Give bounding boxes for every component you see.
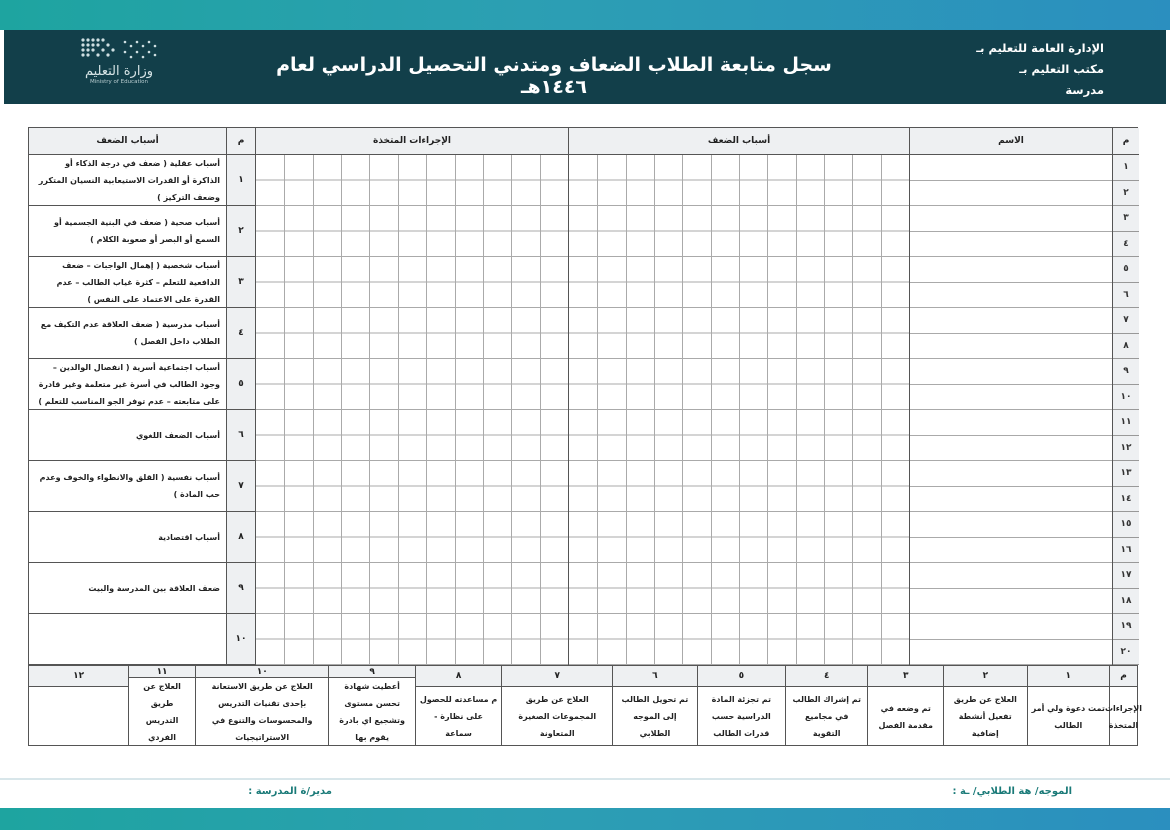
admin-line: الإدارة العامة للتعليم بـ (976, 41, 1104, 55)
legend-item-number: ٥ (698, 666, 785, 687)
student-number: ١١ (1113, 410, 1139, 436)
grid-line (767, 155, 768, 665)
cause-text: أسباب اقتصادية (29, 512, 226, 563)
student-number: ١٢ (1113, 436, 1139, 462)
weakness-reasons-header: أسباب الضعف (569, 128, 909, 155)
cause-number: ٣ (227, 257, 255, 308)
logo-english-text: Ministry of Education (89, 79, 148, 85)
counselor-signature-label: الموجه/ هة الطلابي/ ـة : (952, 786, 1072, 797)
student-number: ١ (1113, 155, 1139, 181)
student-number: ١٣ (1113, 461, 1139, 487)
cause-number: ٥ (227, 359, 255, 410)
student-name-cell[interactable] (910, 257, 1112, 283)
legend-item-text: العلاج عن طريق الاستعانة بإحدى تقنيات التدريس والمحسوسات والتنوع في الاستراتيجيات (211, 682, 313, 742)
grid-line (852, 155, 853, 665)
student-number: ٦ (1113, 283, 1139, 309)
student-number: ٨ (1113, 334, 1139, 360)
student-name-cell[interactable] (910, 232, 1112, 258)
grid-line (796, 155, 797, 665)
actions-taken-column (255, 128, 568, 665)
student-name-cell[interactable] (910, 436, 1112, 462)
office-line: مكتب التعليم بـ (1019, 62, 1104, 76)
legend-item (128, 666, 195, 746)
legend-item (867, 666, 943, 746)
student-number-column (1112, 128, 1139, 665)
cause-number-header: م (227, 128, 255, 155)
legend-num-label: م (1110, 666, 1137, 687)
legend-item-text: تمت دعوة ولي أمر الطالب (1031, 703, 1105, 730)
student-name-cell[interactable] (910, 640, 1112, 666)
student-number: ١٤ (1113, 487, 1139, 513)
legend-item-text: تم تجزئة المادة الدراسية حسب قدرات الطالب (711, 695, 772, 738)
student-number: ١٩ (1113, 614, 1139, 640)
follow-up-form (28, 127, 1143, 746)
grid-line (540, 155, 541, 665)
legend-item-number: ٦ (613, 666, 696, 687)
grid-line (654, 155, 655, 665)
grid-line (511, 155, 512, 665)
grid-line (626, 155, 627, 665)
legend-item (785, 666, 867, 746)
legend-item-text: تم إشراك الطالب في مجاميع التقوية (792, 695, 861, 738)
cause-number: ٨ (227, 512, 255, 563)
cause-text (29, 614, 226, 665)
student-number: ٧ (1113, 308, 1139, 334)
grid-line (824, 155, 825, 665)
student-number: ٢٠ (1113, 640, 1139, 666)
cause-text: أسباب نفسية ( القلق والانطواء والخوف وعدم حب المادة ) (29, 461, 226, 512)
grid-line (313, 155, 314, 665)
cause-text: أسباب مدرسية ( ضعف العلاقة عدم التكيف مع الطلاب داخل الفصل ) (29, 308, 226, 359)
student-number: ٣ (1113, 206, 1139, 232)
legend-item-number: ٢ (944, 666, 1026, 687)
student-number: ١٨ (1113, 589, 1139, 615)
legend-item-text: العلاج عن طريق المجموعات الصغيرة المتعاونة (518, 695, 597, 738)
signature-footer (30, 781, 1140, 807)
cause-number: ٦ (227, 410, 255, 461)
grid-line (597, 155, 598, 665)
legend-item (612, 666, 696, 746)
grid-line (369, 155, 370, 665)
logo-dots-icon (77, 36, 161, 62)
legend-item-text (29, 687, 128, 746)
grid-line (455, 155, 456, 665)
grid-line (881, 155, 882, 665)
legend-item-text: العلاج عن طريق تفعيل أنشطة إضافية (953, 695, 1017, 738)
grid-line (426, 155, 427, 665)
student-name-cell[interactable] (910, 334, 1112, 360)
weakness-grid-columns (569, 155, 909, 665)
student-name-cell[interactable] (910, 563, 1112, 589)
student-name-cell[interactable] (910, 487, 1112, 513)
school-line: مدرسة (1065, 83, 1104, 97)
cause-number-column (226, 128, 255, 665)
cause-text: أسباب عقلية ( ضعف في درجة الذكاء أو الذاكرة أو القدرات الاستيعابية النسيان المتكرر وضعف التركيز ) (29, 155, 226, 206)
legend-item-number: ٤ (786, 666, 867, 687)
student-name-cell[interactable] (910, 589, 1112, 615)
legend-item (328, 666, 414, 746)
weakness-reasons-column (568, 128, 909, 665)
student-number-header: م (1113, 128, 1139, 155)
cause-number: ١٠ (227, 614, 255, 665)
director-signature-label: مدير/ة المدرسة : (248, 786, 332, 797)
grid-line (711, 155, 712, 665)
bottom-accent-bar (0, 808, 1170, 830)
cause-number: ٧ (227, 461, 255, 512)
legend-item-number: ١ (1028, 666, 1109, 687)
student-name-column (909, 128, 1112, 665)
student-name-cell[interactable] (910, 538, 1112, 564)
grid-line (341, 155, 342, 665)
grid-line (398, 155, 399, 665)
legend-item-number: ١٠ (196, 666, 329, 678)
cause-number: ٤ (227, 308, 255, 359)
legend-item-number: ١١ (129, 666, 195, 678)
student-name-cell[interactable] (910, 308, 1112, 334)
student-name-cell[interactable] (910, 410, 1112, 436)
cause-text: أسباب صحية ( ضعف في البنية الجسمية أو السمع أو البصر أو صعوبة الكلام ) (29, 206, 226, 257)
legend-item-text: العلاج عن طريق التدريس الفردي (143, 682, 181, 742)
grid-line (739, 155, 740, 665)
legend-item-number: ٧ (502, 666, 612, 687)
legend-row-label: الإجراءات المتخذة (1104, 703, 1143, 730)
actions-legend (29, 665, 1143, 746)
legend-row-label-column (1104, 666, 1143, 746)
student-name-cell[interactable] (910, 461, 1112, 487)
legend-item-text: أعطيت شهادة تحسن مستوى وتشجيع اي بادرة يقوم بها (339, 682, 405, 742)
footer-divider (0, 778, 1170, 780)
causes-header: أسباب الضعف (29, 128, 226, 155)
student-name-cell[interactable] (910, 206, 1112, 232)
legend-item-text: م مساعدته للحصول على نظارة - سماعة (419, 695, 498, 738)
cause-number: ١ (227, 155, 255, 206)
legend-item-text: تم وضعه في مقدمة الفصل (878, 703, 933, 730)
legend-item-number: ٩ (329, 666, 414, 678)
legend-item (29, 666, 128, 746)
actions-taken-header: الإجراءات المتخذة (256, 128, 568, 155)
student-name-cell[interactable] (910, 614, 1112, 640)
student-number: ١٧ (1113, 563, 1139, 589)
logo-arabic-text: وزارة التعليم (84, 64, 154, 79)
student-name-header: الاسم (910, 128, 1112, 155)
student-number: ١٦ (1113, 538, 1139, 564)
grid-line (682, 155, 683, 665)
legend-item-number: ١٢ (29, 666, 128, 687)
student-number: ٩ (1113, 359, 1139, 385)
legend-item (415, 666, 501, 746)
legend-item (697, 666, 785, 746)
student-name-cell[interactable] (910, 512, 1112, 538)
grid-line (284, 155, 285, 665)
cause-text: ضعف العلاقة بين المدرسة والبيت (29, 563, 226, 614)
causes-column (29, 128, 226, 665)
cause-text: أسباب اجتماعية أسرية ( انفصال الوالدين – وجود الطالب في أسرة غير متعلمة وغير قادرة على متابعته – عدم توفر الجو المناسب للتعلم ) (29, 359, 226, 410)
legend-item (195, 666, 329, 746)
student-number: ٥ (1113, 257, 1139, 283)
cause-text: أسباب شخصية ( إهمال الواجبات – ضعف الدافعية للتعلم – كثرة غياب الطالب – عدم القدرة على الاعتماد على النفس ) (29, 257, 226, 308)
student-number: ١٥ (1113, 512, 1139, 538)
legend-item-text: تم تحويل الطالب إلى الموجه الطلابي (621, 695, 689, 738)
page-header (4, 30, 1166, 104)
student-name-cell[interactable] (910, 283, 1112, 309)
legend-item (943, 666, 1026, 746)
student-name-cell[interactable] (910, 359, 1112, 385)
legend-item-number: ٨ (416, 666, 501, 687)
cause-number: ٢ (227, 206, 255, 257)
ministry-logo (64, 36, 174, 98)
header-admin-info (976, 38, 1104, 101)
actions-grid-columns (256, 155, 568, 665)
student-name-cell[interactable] (910, 385, 1112, 411)
legend-item (501, 666, 612, 746)
legend-item (1027, 666, 1109, 746)
student-number: ٤ (1113, 232, 1139, 258)
student-name-cell[interactable] (910, 181, 1112, 207)
student-name-cell[interactable] (910, 155, 1112, 181)
grid-line (483, 155, 484, 665)
student-number: ١٠ (1113, 385, 1139, 411)
students-grid (29, 128, 1139, 665)
cause-text: أسباب الضعف اللغوي (29, 410, 226, 461)
cause-number: ٩ (227, 563, 255, 614)
student-number: ٢ (1113, 181, 1139, 207)
legend-item-number: ٣ (868, 666, 943, 687)
page-title: سجل متابعة الطلاب الضعاف ومتدني التحصيل الدراسي لعام ١٤٤٦هـ (276, 54, 832, 98)
top-accent-bar (0, 0, 1170, 30)
